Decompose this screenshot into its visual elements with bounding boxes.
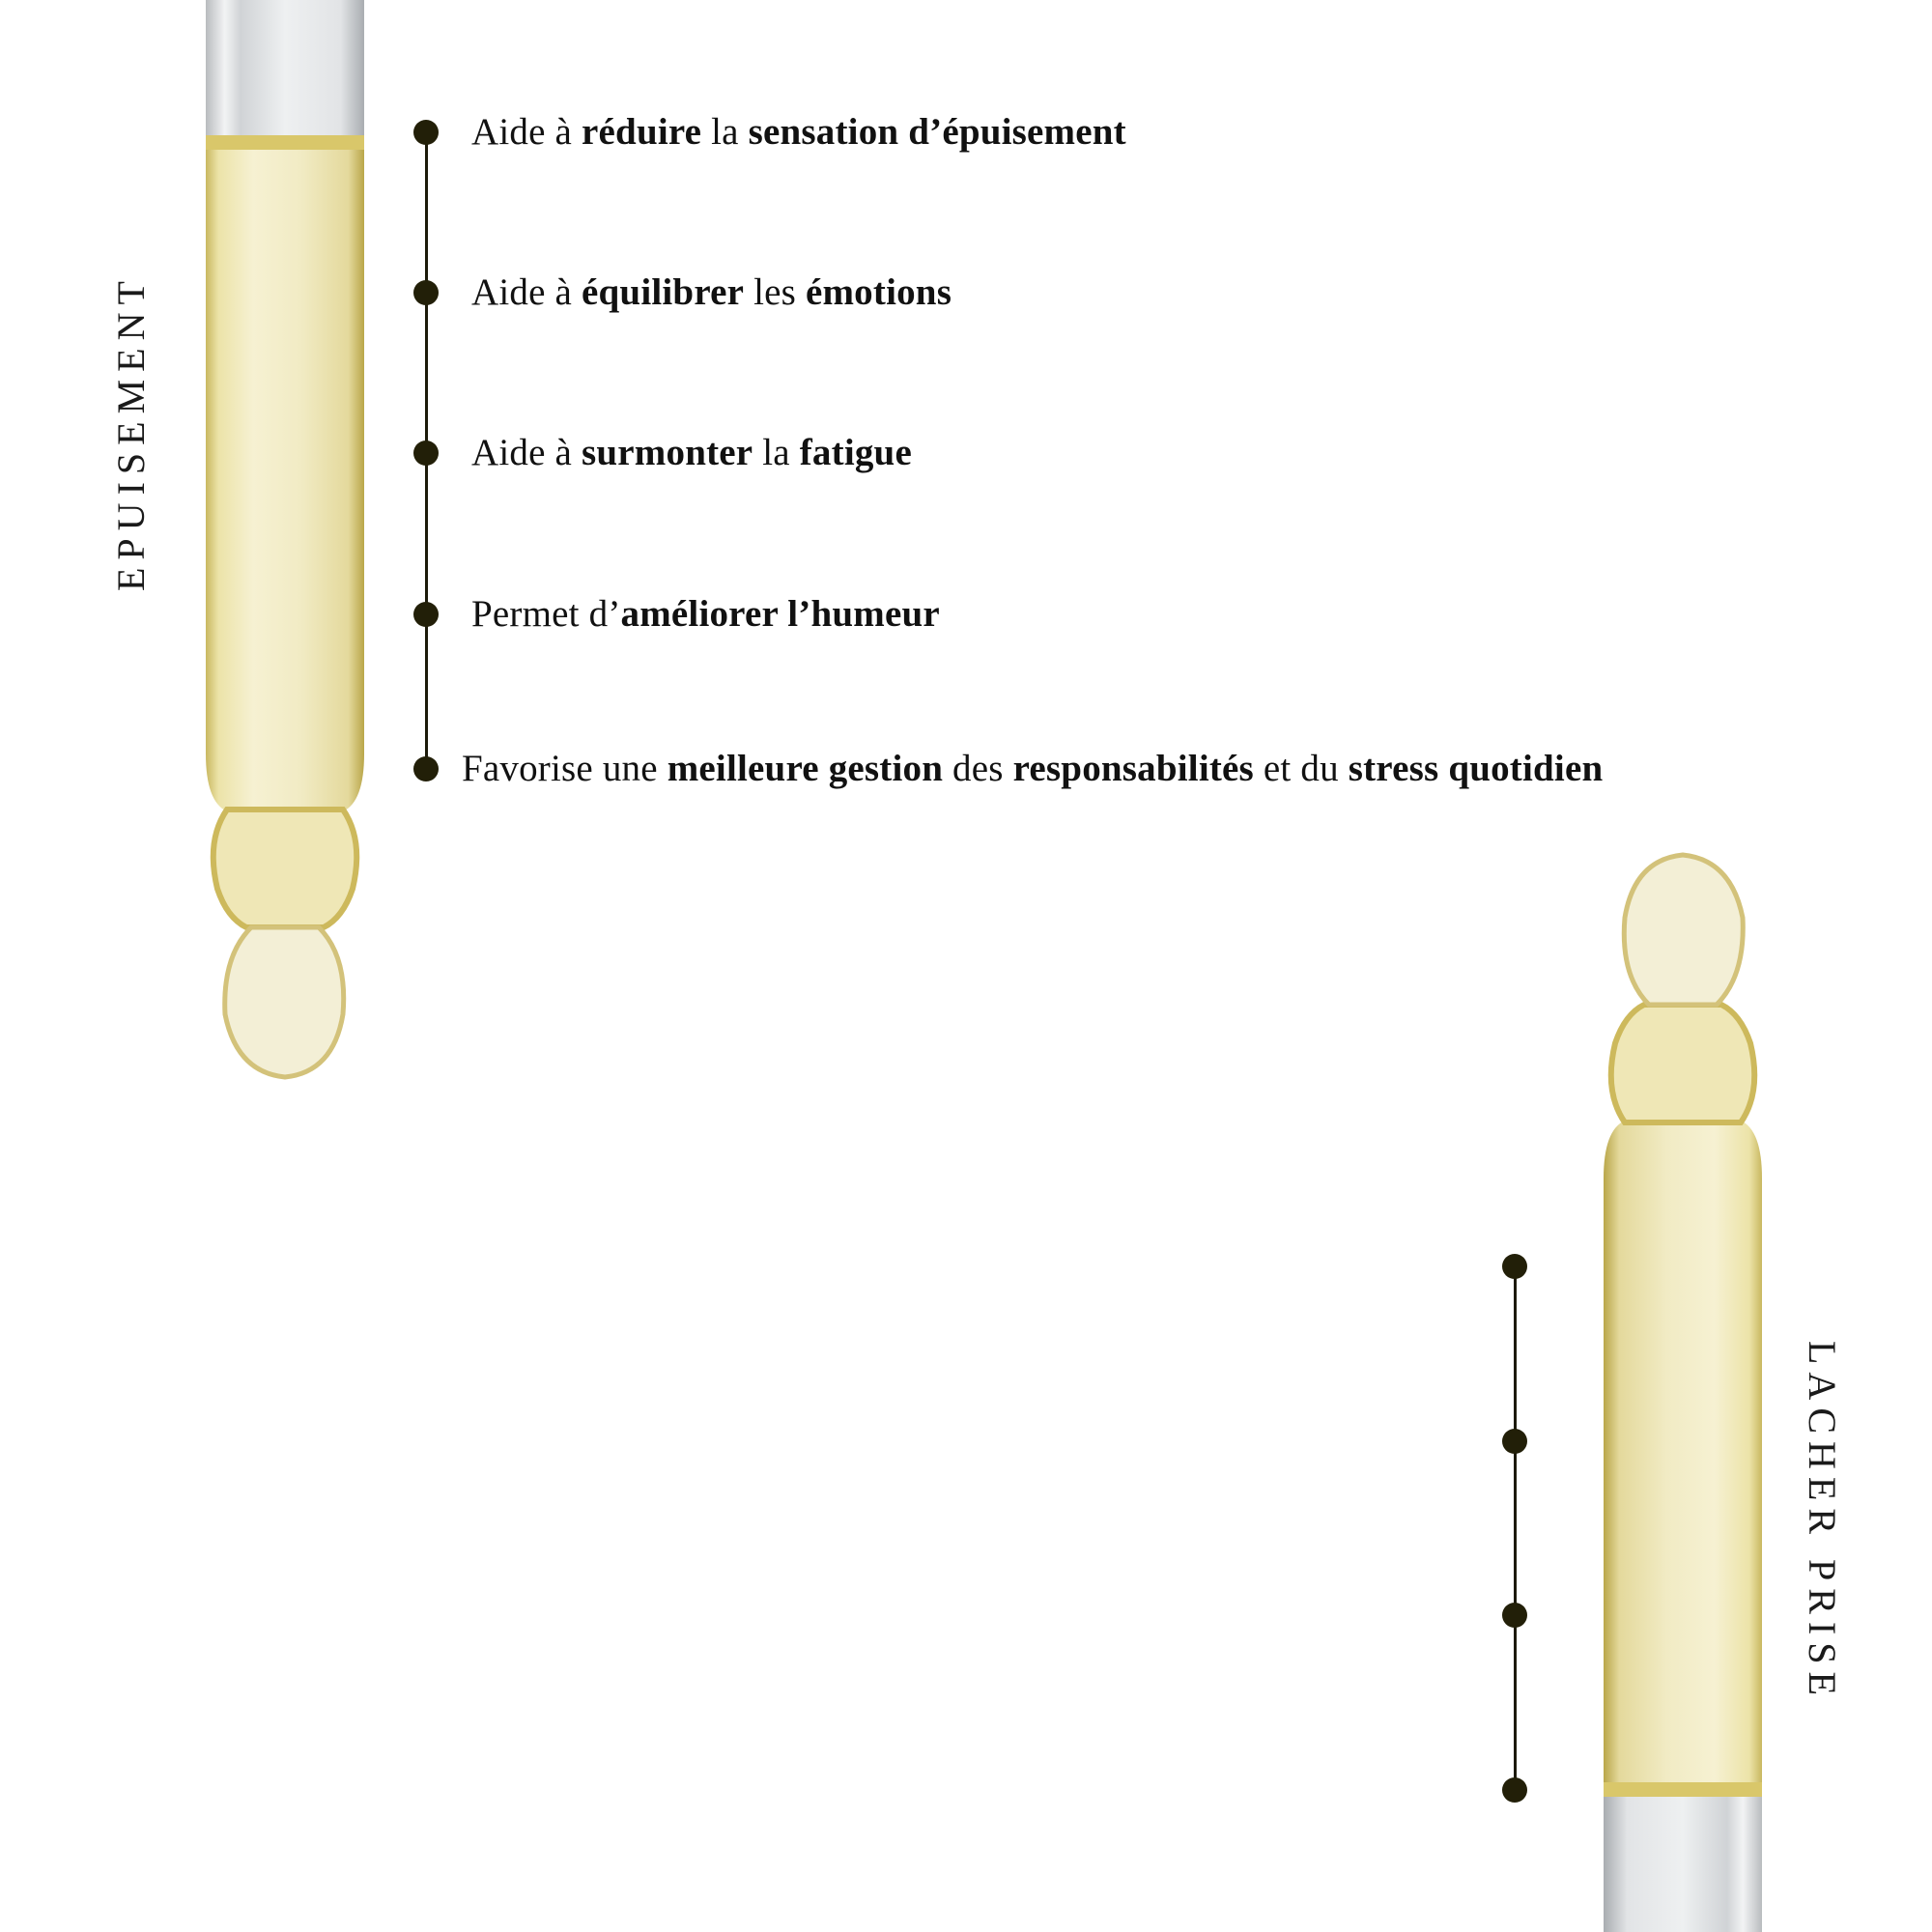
bullet-icon (413, 440, 439, 466)
bullet-icon (413, 120, 439, 145)
bullet-icon (413, 756, 439, 781)
oil-dropper-icon (198, 0, 372, 1082)
section-label-epuisement: EPUISEMENT (109, 273, 153, 591)
bullet-icon (1502, 1603, 1527, 1628)
bullet-icon (1502, 1254, 1527, 1279)
benefit-item (413, 108, 1126, 156)
dropper-image-top (198, 0, 372, 1082)
benefit-text: Aide à équilibrer les émotions (471, 271, 952, 313)
bullet-icon (413, 280, 439, 305)
bullet-icon (413, 602, 439, 627)
benefit-text: Aide à réduire la sensation d’épuisement (471, 111, 1126, 153)
section-label-lacher-prise: LACHER PRISE (1801, 1341, 1844, 1703)
bullet-icon (1502, 1429, 1527, 1454)
benefit-text: Aide à surmonter la fatigue (471, 432, 912, 473)
oil-dropper-icon (1596, 850, 1770, 1932)
benefit-item (413, 269, 952, 317)
benefit-text: Permet d’améliorer l’humeur (471, 593, 940, 635)
bullet-icon (1502, 1777, 1527, 1803)
dropper-image-bottom (1596, 850, 1770, 1932)
benefit-item (413, 429, 912, 477)
benefit-item (413, 590, 940, 639)
benefit-item (413, 745, 1603, 793)
benefit-text: Favorise une meilleure gestion des responsabilités et du stress quotidien (462, 748, 1604, 789)
timeline-line (1514, 1266, 1517, 1790)
